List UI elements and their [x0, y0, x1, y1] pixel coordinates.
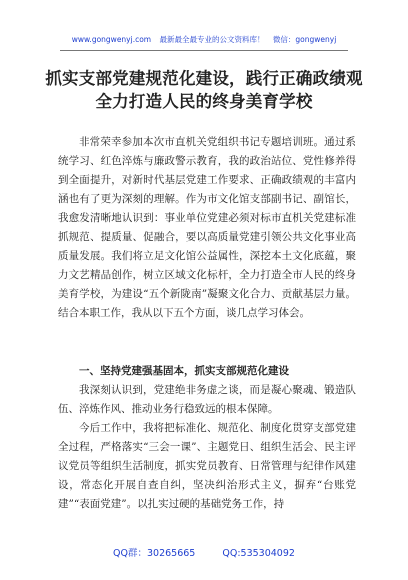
paragraph-text: 非常荣幸参加本次市直机关党组织书记专题培训班。通过系统学习、红色淬炼与廉政警示教育，我的政治站位、党性修养得到全面提升，对新时代基层党建工作要求、正确政绩观的丰富内涵也有了更为深刻的理解。作为市文化馆支部副书记、副馆长，我愈发清晰地认识到：事业单位党建必须对标市直机关党建标准抓规范、提质量、促融合，要以高质量党建引领公共文化事业高质量发展。我们将立足文化馆公益属性，深挖本土文化底蕴，聚力文艺精品创作，树立区域文化标杆，全力打造全市人民的终身美育学校，为建设“五个新陇南”凝聚文化合力、贡献基层力量。结合本职工作，我从以下五个方面，谈几点学习体会。 [58, 136, 356, 319]
intro-paragraph [58, 133, 356, 323]
site-tagline: 最新最全最专业的公文资料库！ [159, 35, 265, 44]
qq-number: QQ:535304092 [222, 548, 295, 559]
site-header [0, 34, 408, 45]
section-heading: 一、坚持党建强基固本，抓实支部规范化建设 [79, 365, 289, 377]
qq-group: QQ群：30265665 [113, 548, 196, 559]
wechat-id: 微信：gongwenyj [272, 35, 337, 44]
site-url[interactable]: www.gongwenyj.com [71, 35, 152, 44]
document-title-line-1: 抓实支部党建规范化建设，践行正确政绩观 [45, 69, 363, 88]
paragraph-text: 我深刻认识到，党建绝非务虚之谈，而是凝心聚魂、锻造队伍、淬炼作风、推动业务行稳致远的根本保障。 [58, 384, 356, 415]
page-footer [0, 545, 408, 559]
section-one [58, 362, 356, 514]
document-title-line-2: 全力打造人民的终身美育学校 [95, 92, 313, 111]
header-divider [60, 50, 348, 51]
paragraph-text: 今后工作中，我将把标准化、规范化、制度化贯穿支部党建全过程，严格落实“三会一课”、主题党日、组织生活会、民主评议党员等组织生活制度，抓实党员教育、日常管理与纪律作风建设，常态化开展自查自纠，坚决纠治形式主义，摒弃“台账党建”“表面党建”。以扎实过硬的基础党务工作，持 [58, 422, 356, 510]
